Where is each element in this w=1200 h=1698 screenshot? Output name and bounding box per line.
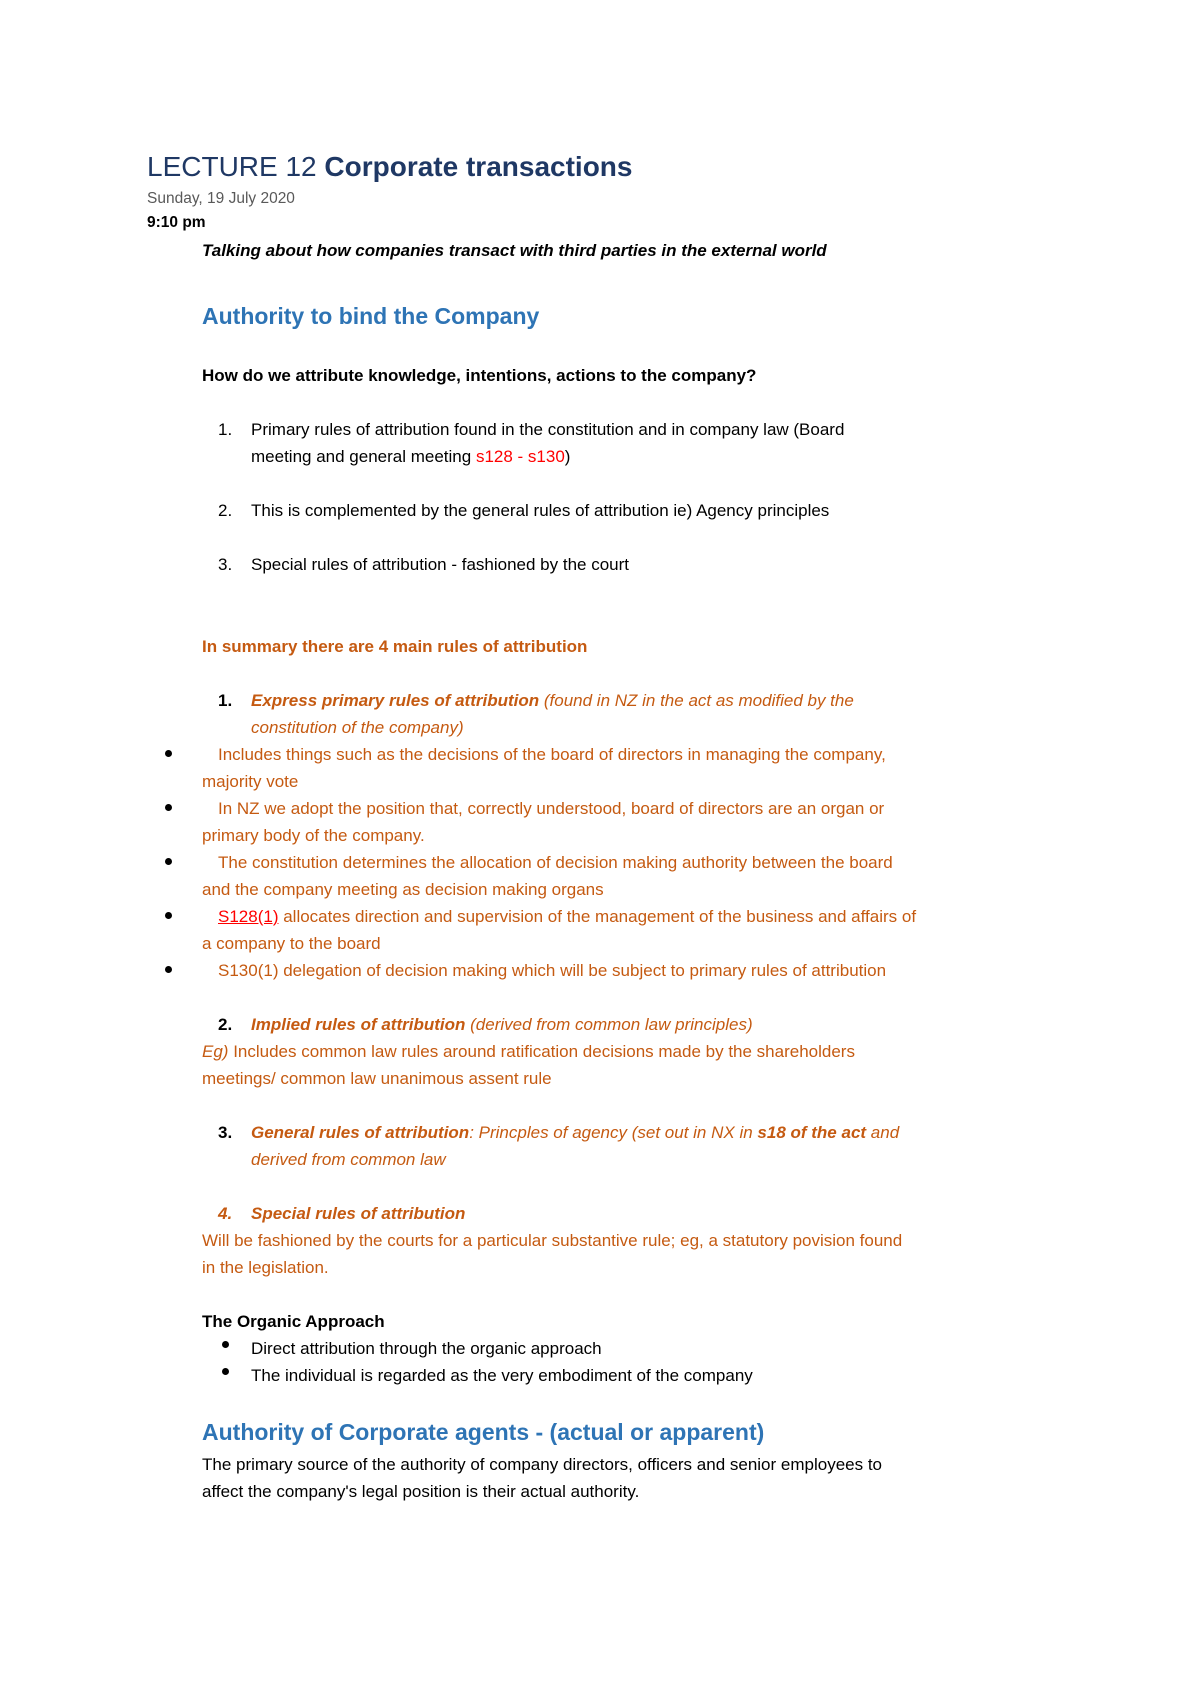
organic-bullet: The individual is regarded as the very embodiment of the company: [251, 1366, 753, 1385]
rule-title: Implied rules of attribution: [251, 1015, 466, 1034]
list-text: This is complemented by the general rules of attribution ie) Agency principles: [251, 501, 830, 520]
bullet-continuation: primary body of the company.: [202, 826, 425, 845]
section2-paragraph-continuation: affect the company's legal position is their actual authority.: [202, 1482, 640, 1501]
bullet-icon: [165, 750, 172, 757]
rule-2-detail-continuation: meetings/ common law unanimous assent rule: [202, 1069, 552, 1088]
section-ref-link[interactable]: S128(1): [218, 907, 279, 926]
page-date: Sunday, 19 July 2020: [147, 190, 295, 207]
section2-paragraph: The primary source of the authority of company directors, officers and senior employees to: [202, 1455, 883, 1474]
bullet-item: S128(1) allocates direction and supervision of the management of the business and affairs of: [218, 907, 917, 926]
rule-title: Special rules of attribution: [251, 1204, 466, 1223]
bullet-icon: [222, 1368, 229, 1375]
attribution-question: How do we attribute knowledge, intentions, actions to the company?: [202, 366, 757, 385]
bullet-item: Includes things such as the decisions of the board of directors in managing the company,: [218, 745, 886, 764]
bullet-icon: [165, 858, 172, 865]
bullet-icon: [222, 1341, 229, 1348]
title-bold: Corporate transactions: [324, 151, 633, 182]
bullet-item: The constitution determines the allocation of decision making authority between the board: [218, 853, 893, 872]
bullet-icon: [165, 912, 172, 919]
bullet-continuation: and the company meeting as decision making organs: [202, 880, 604, 899]
rule-3: 3. General rules of attribution: Princples of agency (set out in NX in s18 of the act and: [218, 1119, 899, 1146]
page-title: [147, 150, 632, 184]
section-ref: s128 - s130: [475, 447, 565, 466]
section-heading-corporate-agents: Authority of Corporate agents - (actual or apparent): [202, 1419, 765, 1445]
page-time: 9:10 pm: [147, 214, 206, 231]
rule-4-detail-continuation: in the legislation.: [202, 1258, 329, 1277]
section-heading-authority-bind: Authority to bind the Company: [202, 303, 540, 329]
rule-1-continuation: constitution of the company): [251, 718, 464, 737]
list-item: [218, 416, 844, 443]
organic-bullet: Direct attribution through the organic approach: [251, 1339, 602, 1358]
list-number: 3.: [218, 555, 233, 574]
list-number: 2.: [218, 501, 233, 520]
bullet-continuation: majority vote: [202, 772, 299, 791]
rule-title: Express primary rules of attribution: [251, 691, 540, 710]
list-text: Special rules of attribution - fashioned by the court: [251, 555, 629, 574]
bullet-icon: [165, 804, 172, 811]
rule-4-detail: Will be fashioned by the courts for a particular substantive rule; eg, a statutory povision found: [202, 1231, 903, 1250]
list-number: 2.: [218, 1015, 233, 1034]
list-number: 4.: [218, 1204, 233, 1223]
rule-3-continuation: derived from common law: [251, 1150, 446, 1169]
rule-2-detail: Eg) Includes common law rules around ratification decisions made by the shareholders: [202, 1042, 855, 1061]
list-number: 1.: [218, 420, 233, 439]
rule-title: General rules of attribution: [251, 1123, 470, 1142]
list-item: [218, 551, 629, 578]
intro-text: Talking about how companies transact with third parties in the external world: [202, 241, 827, 260]
list-item-continuation: meeting and general meeting s128 - s130): [251, 447, 571, 466]
rule-4: [218, 1200, 465, 1227]
rule-2: 2. Implied rules of attribution (derived from common law principles): [218, 1011, 753, 1038]
list-item: [218, 497, 829, 524]
bullet-continuation: a company to the board: [202, 934, 381, 953]
summary-heading: In summary there are 4 main rules of attribution: [202, 637, 588, 656]
bullet-item: S130(1) delegation of decision making which will be subject to primary rules of attribution: [218, 961, 887, 980]
rule-1: 1. Express primary rules of attribution (found in NZ in the act as modified by the: [218, 687, 854, 714]
list-number: 3.: [218, 1123, 233, 1142]
list-text: Primary rules of attribution found in the constitution and in company law (Board: [251, 420, 845, 439]
section-ref: s18 of the act: [757, 1123, 867, 1142]
bullet-icon: [165, 966, 172, 973]
organic-heading: The Organic Approach: [202, 1312, 385, 1331]
list-number: 1.: [218, 691, 233, 710]
bullet-item: In NZ we adopt the position that, correctly understood, board of directors are an organ or: [218, 799, 885, 818]
title-prefix: LECTURE 12: [147, 151, 325, 182]
